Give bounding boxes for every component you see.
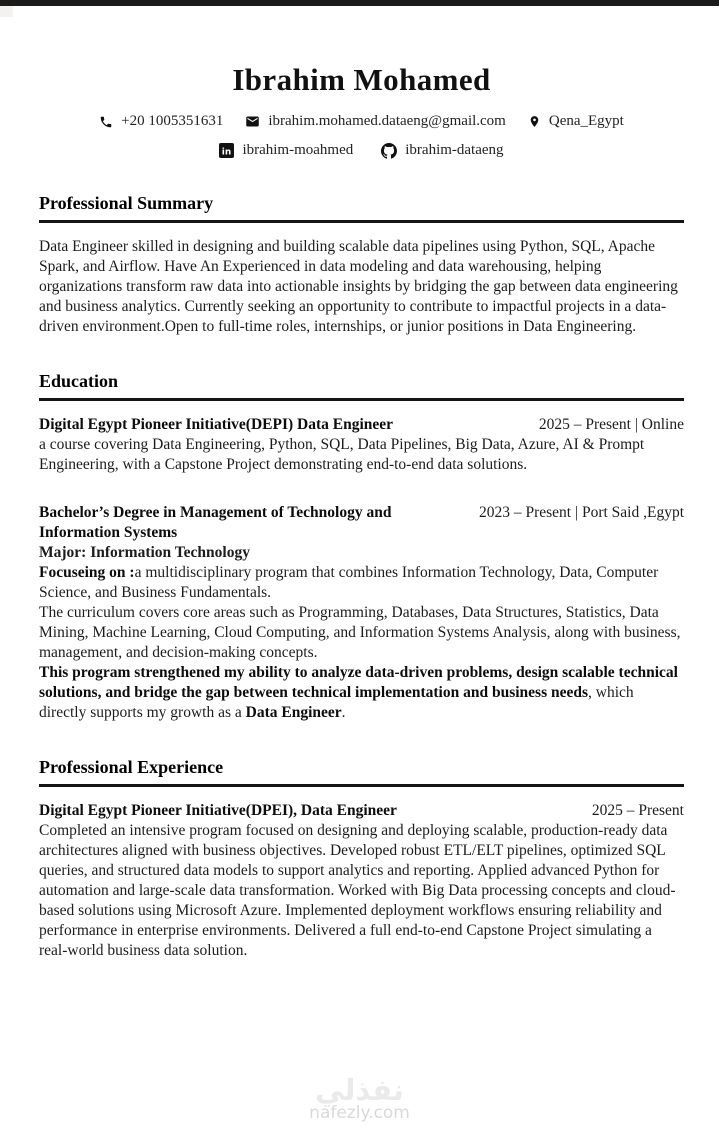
- linkedin-contact[interactable]: [219, 142, 353, 159]
- watermark-url: nafezly.com: [309, 1103, 410, 1123]
- location-text: Qena_Egypt: [548, 113, 624, 129]
- corner-artifact: [0, 6, 13, 17]
- entry-impact: [39, 663, 684, 723]
- top-bar: [0, 0, 719, 6]
- education-entry-bachelor: [39, 503, 684, 723]
- envelope-icon: [245, 114, 260, 129]
- email-address[interactable]: ibrahim.mohamed.dataeng@gmail.com: [268, 113, 506, 129]
- location-contact: [528, 113, 624, 130]
- entry-header: [39, 801, 684, 821]
- linkedin-icon: [219, 143, 234, 158]
- section-professional-summary: [39, 193, 684, 337]
- impact-regular-text: , which directly supports my growth as a: [39, 684, 634, 721]
- experience-entry-dpei: [39, 801, 684, 961]
- page-title: Ibrahim Mohamed: [232, 62, 491, 97]
- svg-text:in: in: [222, 147, 232, 158]
- phone-icon: [99, 115, 113, 129]
- section-professional-experience: [39, 757, 684, 961]
- impact-end: .: [341, 704, 346, 721]
- entry-focus: [39, 563, 684, 603]
- resume-header: [39, 0, 684, 159]
- contact-row-secondary: [39, 142, 684, 159]
- entry-header: [39, 415, 684, 435]
- entry-title: Bachelor’s Degree in Management of Technology and Information Systems: [39, 504, 392, 541]
- entry-header: [39, 503, 684, 543]
- entry-major: Major: Information Technology: [39, 544, 250, 561]
- impact-bold-text: This program strengthened my ability to analyze data-driven problems, design scalable technical solutions, and bridge the gap between technical implementation and business needs: [39, 664, 678, 701]
- github-icon: [381, 143, 397, 159]
- section-title-summary: Professional Summary: [39, 193, 684, 223]
- nafezly-watermark: [0, 1075, 719, 1122]
- phone-contact: [99, 113, 223, 130]
- section-title-experience: Professional Experience: [39, 757, 684, 787]
- location-pin-icon: [528, 114, 541, 129]
- summary-text: Data Engineer skilled in designing and building scalable data pipelines using Python, SQL, Apache Spark, and Airflow. Have An Experienced in data modeling and data warehousing, helping organizations transform raw data into actionable insights by bridging the gap between data engineering and business analytics. Currently seeking an opportunity to contribute to impactful projects in a data-driven environment.Open to full-time roles, internships, or junior positions in Data Engineering.: [39, 238, 678, 335]
- github-contact[interactable]: [381, 142, 503, 159]
- entry-title: Digital Egypt Pioneer Initiative(DEPI) Data Engineer: [39, 416, 394, 433]
- entry-description: a course covering Data Engineering, Python, SQL, Data Pipelines, Big Data, Azure, AI & Prompt Engineering, with a Capstone Project demonstrating end-to-end data solutions.: [39, 436, 645, 473]
- focus-label: Focuseing on :: [39, 564, 135, 581]
- focus-text: a multidisciplinary program that combines Information Technology, Data, Computer Science, and Business Fundamentals.: [39, 564, 659, 601]
- entry-title: Digital Egypt Pioneer Initiative(DPEI), Data Engineer: [39, 802, 397, 819]
- entry-date-location: 2025 – Present | Online: [538, 416, 684, 433]
- entry-date: 2025 – Present: [591, 802, 684, 819]
- github-handle[interactable]: ibrahim-dataeng: [405, 142, 504, 158]
- entry-curriculum: The curriculum covers core areas such as Programming, Databases, Data Structures, Statistics, Data Mining, Machine Learning, Cloud Computing, and Information Systems Analysis, along with business, management, and decision-making concepts.: [39, 604, 681, 661]
- watermark-arabic-logo: نفذلي: [315, 1073, 404, 1107]
- email-contact[interactable]: [245, 113, 506, 130]
- section-title-education: Education: [39, 371, 684, 401]
- phone-number: +20 1005351631: [121, 113, 224, 129]
- entry-date-location: 2023 – Present | Port Said ,Egypt: [478, 504, 684, 521]
- entry-description: Completed an intensive program focused on designing and deploying scalable, production-ready data architectures aligned with business objectives. Developed robust ETL/ELT pipelines, optimized SQL queries, and structured data models to support analytics and reporting. Applied advanced Python for automation and large-scale data transformation. Worked with Big Data processing concepts and cloud-based solutions using Microsoft Azure. Implemented deployment workflows ensuring reliability and performance in enterprise environments. Delivered a full end-to-end Capstone Project simulating a real-world business data solution.: [39, 822, 676, 959]
- impact-role-bold: Data Engineer: [245, 704, 342, 721]
- education-entry-depi: [39, 415, 684, 475]
- contact-row-primary: [39, 113, 684, 130]
- section-education: [39, 371, 684, 723]
- linkedin-handle[interactable]: ibrahim-moahmed: [242, 142, 354, 158]
